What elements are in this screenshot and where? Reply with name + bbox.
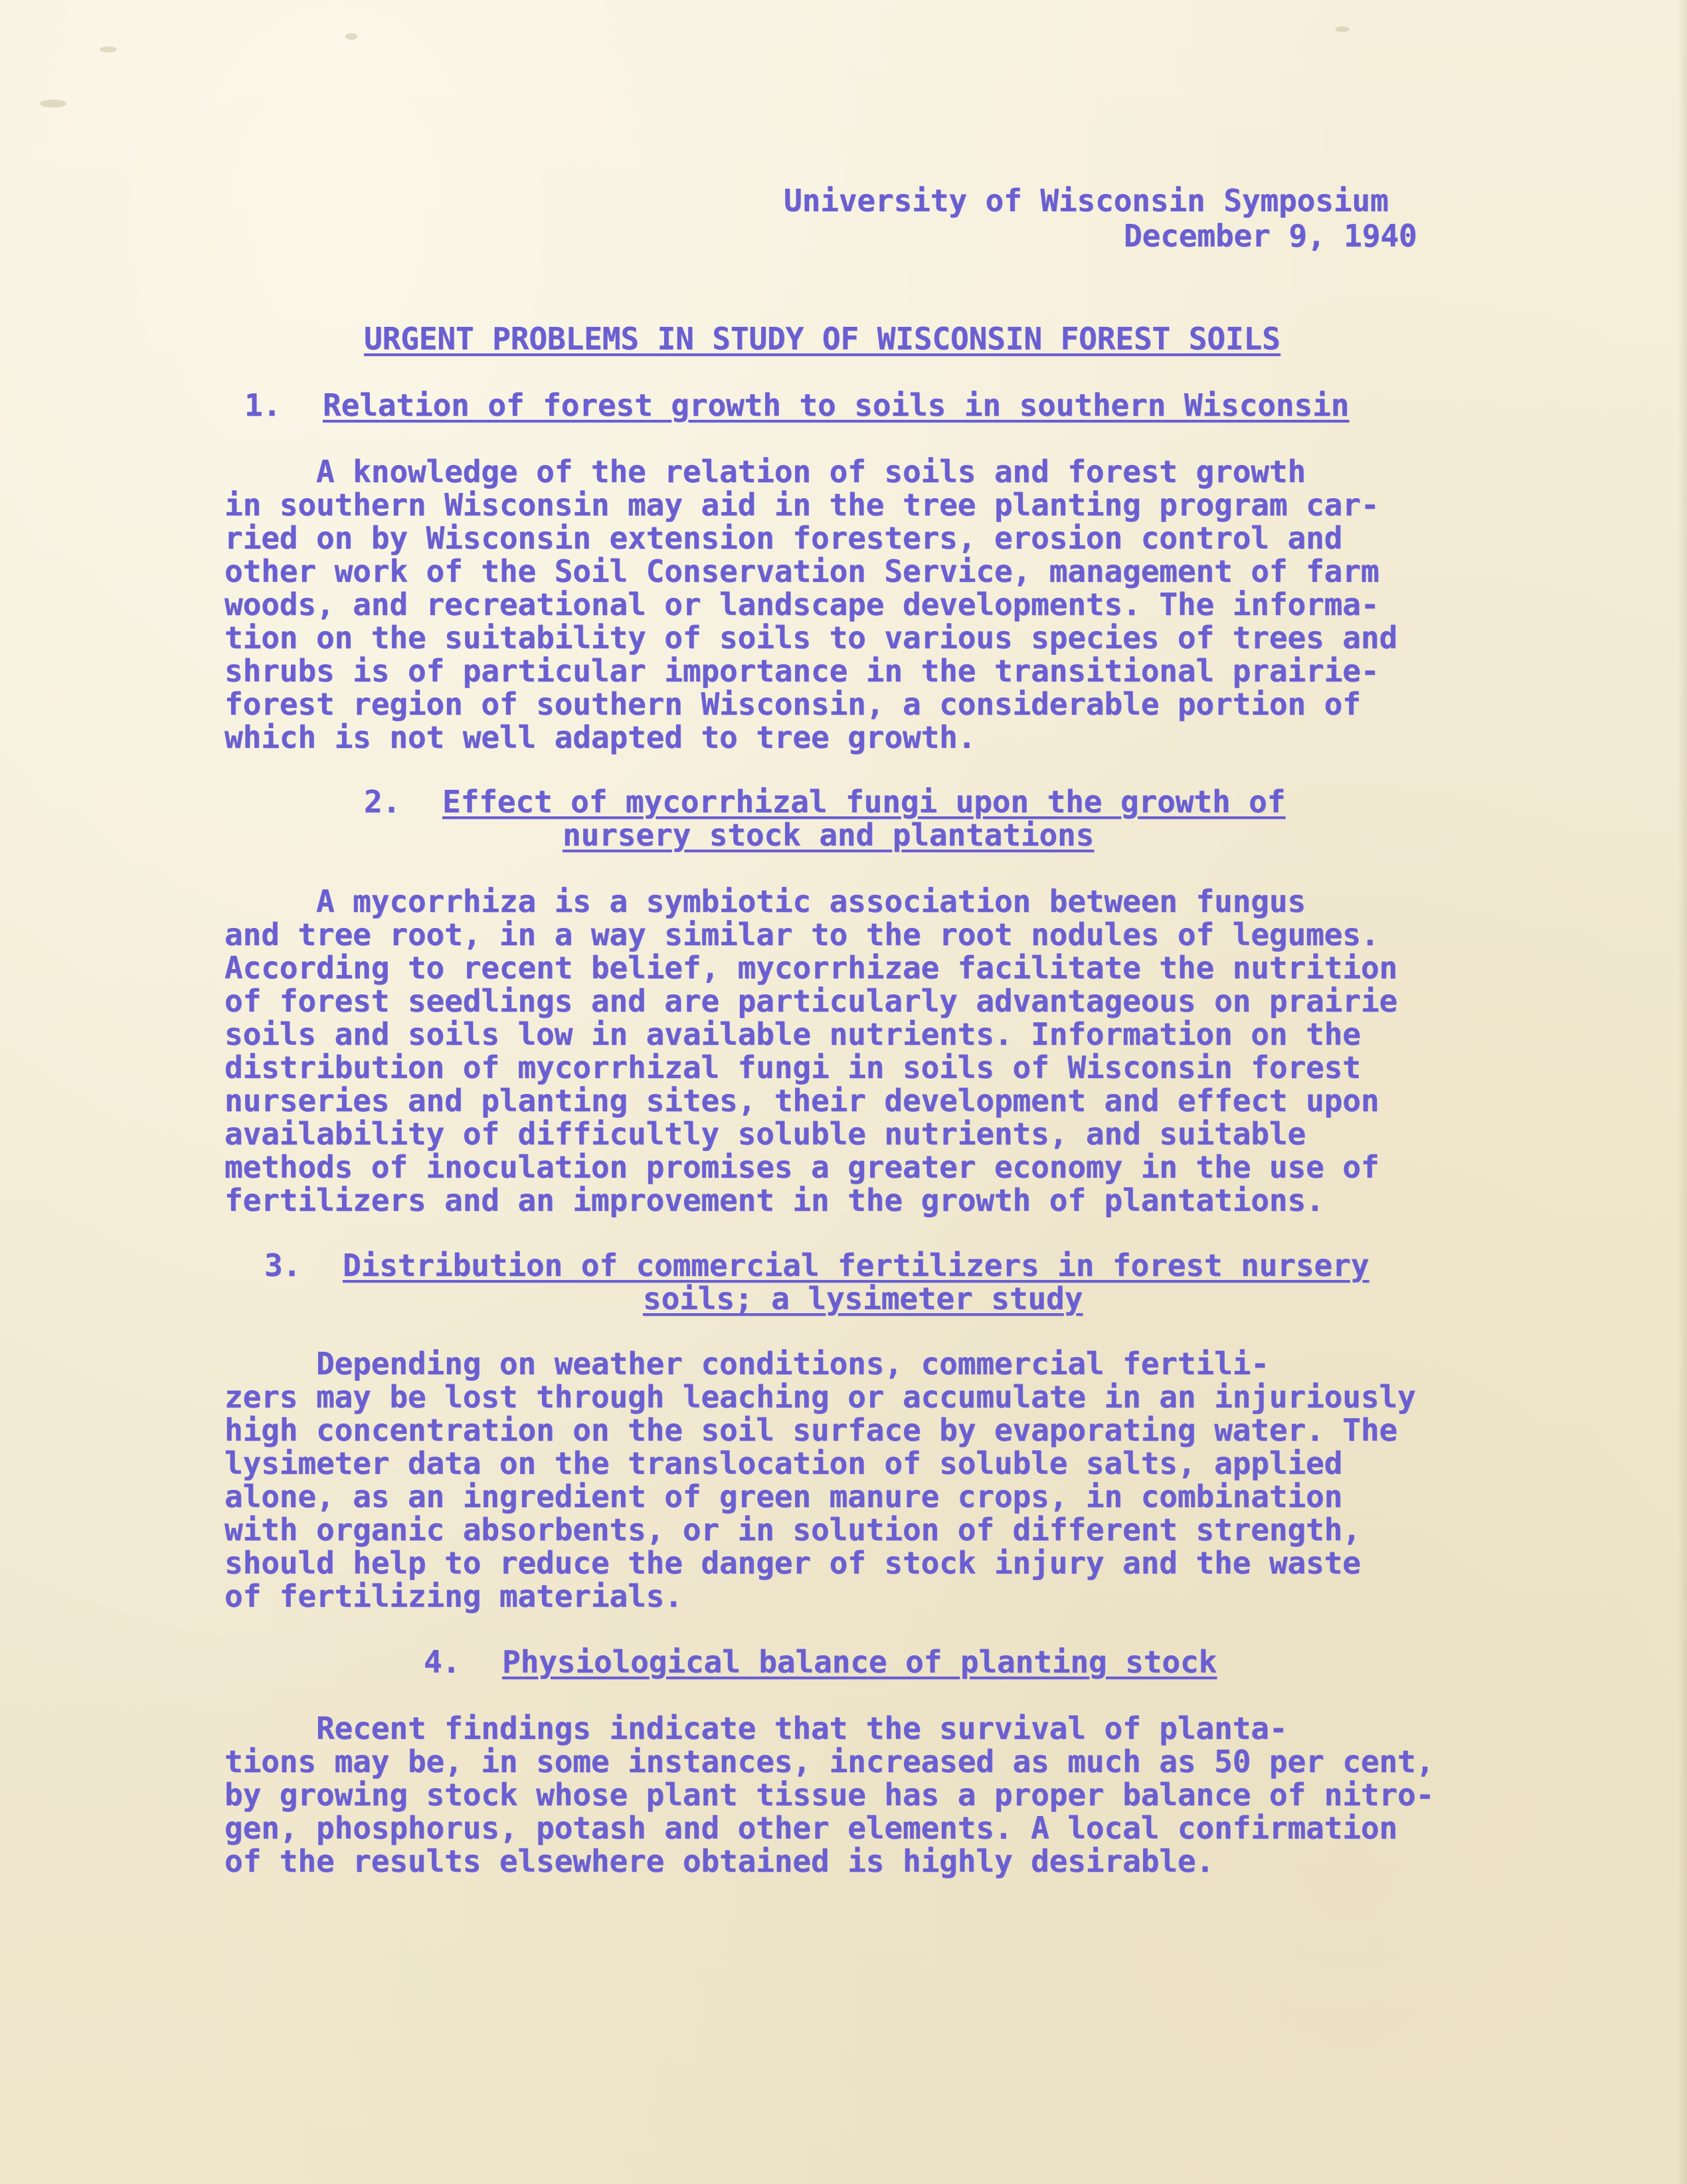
section-1-body-line: which is not well adapted to tree growth. bbox=[224, 719, 976, 755]
section-3-number: 3. bbox=[264, 1247, 302, 1283]
section-4-number: 4. bbox=[424, 1644, 461, 1680]
section-1-heading: Relation of forest growth to soils in southern Wisconsin bbox=[323, 387, 1350, 423]
section-3-body-line: zers may be lost through leaching or accumulate in an injuriously bbox=[224, 1379, 1416, 1415]
section-1-body-line: other work of the Soil Conservation Service, management of farm bbox=[224, 553, 1379, 589]
paper-scuff bbox=[100, 46, 117, 52]
section-2-body-line: nurseries and planting sites, their development and effect upon bbox=[224, 1083, 1379, 1119]
paper-scuff bbox=[1335, 27, 1350, 32]
section-3-body-line: high concentration on the soil surface by evaporating water. The bbox=[224, 1412, 1398, 1448]
section-2-body-line: A mycorrhiza is a symbiotic association between fungus bbox=[224, 883, 1306, 919]
section-4-body-line: of the results elsewhere obtained is highly desirable. bbox=[224, 1843, 1215, 1879]
section-1-body-line: forest region of southern Wisconsin, a considerable portion of bbox=[224, 686, 1361, 722]
section-2-body-line: According to recent belief, mycorrhizae facilitate the nutrition bbox=[224, 950, 1398, 986]
section-4-body-line: tions may be, in some instances, increased as much as 50 per cent, bbox=[224, 1744, 1435, 1779]
section-4-body-line: Recent findings indicate that the survival of planta- bbox=[224, 1710, 1288, 1746]
section-2-heading: nursery stock and plantations bbox=[563, 817, 1095, 853]
section-1-number: 1. bbox=[244, 387, 282, 423]
header-line-1: University of Wisconsin Symposium bbox=[784, 183, 1389, 219]
paper-scuff bbox=[40, 100, 66, 108]
section-1-body-line: ried on by Wisconsin extension foresters, erosion control and bbox=[224, 520, 1343, 556]
header-line-2: December 9, 1940 bbox=[1124, 218, 1417, 254]
document-title: URGENT PROBLEMS IN STUDY OF WISCONSIN FOREST SOILS bbox=[364, 321, 1281, 357]
section-4-body-line: gen, phosphorus, potash and other elements. A local confirmation bbox=[224, 1810, 1398, 1846]
section-3-heading: soils; a lysimeter study bbox=[643, 1281, 1083, 1317]
section-1-body-line: in southern Wisconsin may aid in the tree planting program car- bbox=[224, 487, 1379, 523]
page-edge-shadow bbox=[1678, 0, 1687, 2184]
section-3-body-line: of fertilizing materials. bbox=[224, 1578, 683, 1614]
section-4-body-line: by growing stock whose plant tissue has a proper balance of nitro- bbox=[224, 1777, 1435, 1813]
section-1-body-line: woods, and recreational or landscape developments. The informa- bbox=[224, 587, 1379, 622]
section-4-heading: Physiological balance of planting stock bbox=[502, 1644, 1217, 1680]
section-2-body-line: of forest seedlings and are particularly advantageous on prairie bbox=[224, 983, 1398, 1019]
section-2-number: 2. bbox=[364, 784, 401, 820]
section-3-heading: Distribution of commercial fertilizers in forest nursery bbox=[343, 1247, 1370, 1283]
section-2-body-line: soils and soils low in available nutrients. Information on the bbox=[224, 1016, 1361, 1052]
section-3-body-line: alone, as an ingredient of green manure crops, in combination bbox=[224, 1479, 1343, 1514]
section-2-body-line: methods of inoculation promises a greater economy in the use of bbox=[224, 1149, 1379, 1185]
section-2-body-line: distribution of mycorrhizal fungi in soils of Wisconsin forest bbox=[224, 1049, 1361, 1085]
paper-scuff bbox=[345, 33, 357, 40]
section-3-body-line: Depending on weather conditions, commercial fertili- bbox=[224, 1346, 1269, 1382]
section-2-body-line: fertilizers and an improvement in the growth of plantations. bbox=[224, 1182, 1324, 1218]
section-2-heading: Effect of mycorrhizal fungi upon the growth of bbox=[442, 784, 1286, 820]
section-2-body-line: and tree root, in a way similar to the root nodules of legumes. bbox=[224, 917, 1379, 953]
section-3-body-line: lysimeter data on the translocation of soluble salts, applied bbox=[224, 1445, 1343, 1481]
section-2-body-line: availability of difficultly soluble nutrients, and suitable bbox=[224, 1116, 1306, 1152]
section-1-body-line: A knowledge of the relation of soils and forest growth bbox=[224, 454, 1306, 490]
section-1-body-line: shrubs is of particular importance in the transitional prairie- bbox=[224, 653, 1379, 689]
section-1-body-line: tion on the suitability of soils to various species of trees and bbox=[224, 620, 1398, 656]
section-3-body-line: should help to reduce the danger of stock injury and the waste bbox=[224, 1545, 1361, 1581]
section-3-body-line: with organic absorbents, or in solution of different strength, bbox=[224, 1512, 1361, 1548]
